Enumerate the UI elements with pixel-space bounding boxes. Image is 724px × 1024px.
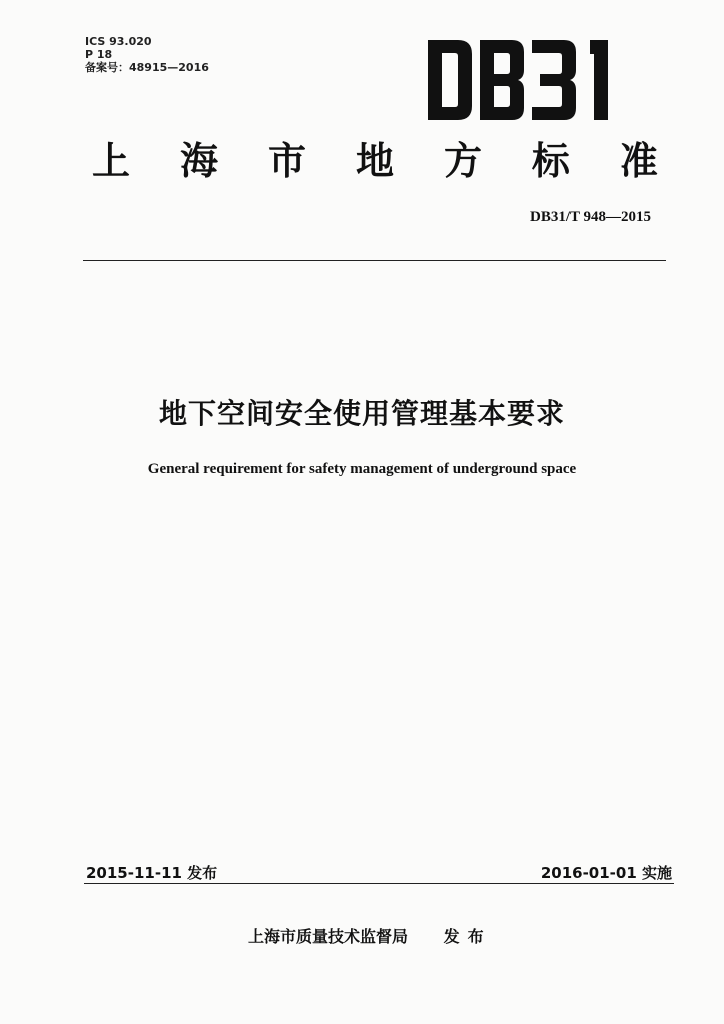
title-char: 标 [531,139,570,183]
issue-date: 2015-11-11 发布 [86,864,218,882]
title-char: 海 [179,139,218,183]
dates-row [86,862,672,883]
top-divider [83,260,666,261]
document-title-chinese: 地下空间安全使用管理基本要求 [158,397,565,430]
ics-code: ICS 93.020 [85,35,152,48]
standard-type-title [92,138,658,184]
publisher-line [248,924,492,947]
bottom-divider [84,883,674,884]
record-number: 备案号：48915—2016 [85,61,209,74]
db31-logo [428,40,624,120]
title-char: 准 [619,139,658,183]
title-char: 市 [267,139,306,183]
classification-block [85,35,209,74]
title-char: 方 [443,139,482,183]
document-title-english: General requirement for safety management of underground space [147,461,577,477]
category-code: P 18 [85,48,113,61]
title-char: 地 [355,139,394,183]
title-char: 上 [92,139,131,183]
publisher-name: 上海市质量技术监督局 [248,927,409,946]
publish-verb: 发布 [443,927,492,946]
standard-number: DB31/T 948—2015 [530,209,651,225]
implementation-date: 2016-01-01 实施 [540,864,672,882]
